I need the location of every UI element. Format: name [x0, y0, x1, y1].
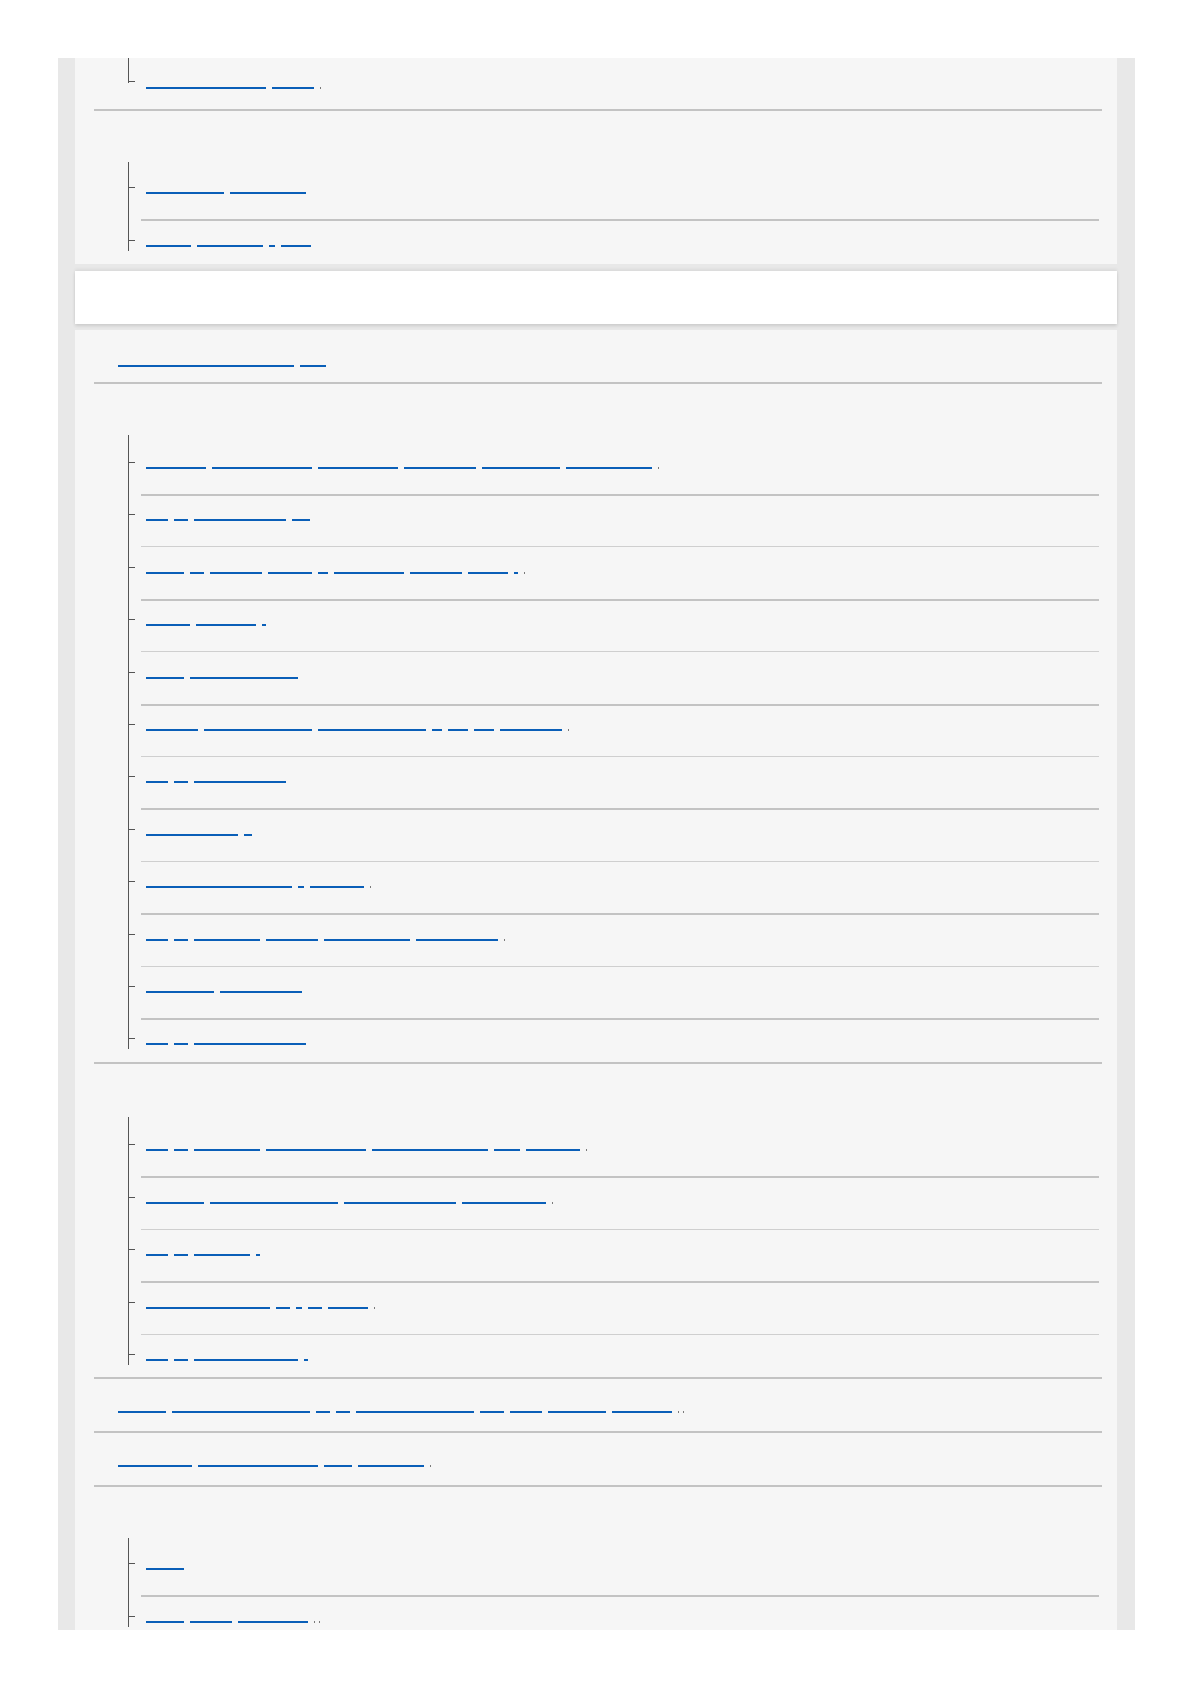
link-text-segment — [296, 1307, 302, 1309]
link-text-segment — [304, 1359, 308, 1361]
group-d-tree-branch — [128, 1144, 135, 1145]
link-trailing-mark — [524, 572, 525, 574]
group-c-tree-line — [128, 435, 129, 1049]
link-text-segment — [174, 1359, 188, 1361]
group-c-tree-branch — [128, 986, 135, 987]
link-text-segment — [272, 87, 314, 89]
link-text-segment — [146, 467, 206, 469]
link-text-segment — [197, 245, 263, 247]
group-c-item[interactable] — [146, 1041, 312, 1045]
link-text-segment — [194, 1043, 306, 1045]
link-text-segment — [318, 729, 426, 731]
link-text-segment — [256, 1254, 260, 1256]
group-d-item[interactable] — [146, 1200, 557, 1204]
link-text-segment — [212, 467, 312, 469]
link-text-segment — [358, 1465, 424, 1467]
group-d-separator — [94, 1377, 1102, 1379]
link-text-segment — [174, 1254, 188, 1256]
group-b-item[interactable] — [146, 243, 317, 247]
link-text-segment — [336, 1411, 350, 1413]
link-text-segment — [300, 365, 326, 367]
top-group-separator — [94, 109, 1102, 111]
link-trailing-mark — [370, 886, 371, 888]
group-d-tree-line — [128, 1117, 129, 1365]
group-c-item-separator — [141, 494, 1099, 496]
top-group-tree-branch — [128, 81, 135, 82]
link-text-segment — [344, 1202, 456, 1204]
link-text-segment — [146, 781, 168, 783]
group-b-tree-line — [128, 162, 129, 251]
group-d-item-separator — [141, 1229, 1099, 1230]
toc-panel-main — [75, 330, 1117, 1630]
group-d-item[interactable] — [146, 1252, 266, 1256]
link-text-segment — [210, 1202, 338, 1204]
group-c-item-separator — [141, 966, 1099, 967]
group-c-item-separator — [141, 546, 1099, 547]
link-trailing-mark — [683, 1411, 684, 1413]
link-trailing-mark — [320, 87, 321, 89]
link-text-segment — [210, 572, 262, 574]
group-c-tree-branch — [128, 934, 135, 935]
link-text-segment — [174, 939, 188, 941]
link-text-segment — [416, 939, 498, 941]
group-c-item[interactable] — [146, 675, 304, 679]
link-text-segment — [146, 1359, 168, 1361]
group-c-item-separator — [141, 599, 1099, 601]
link-text-segment — [118, 1465, 192, 1467]
group-c-tree-branch — [128, 567, 135, 568]
group-d-item[interactable] — [146, 1305, 379, 1309]
link-text-segment — [146, 886, 292, 888]
group-c-item[interactable] — [146, 570, 529, 574]
link-text-segment — [480, 1411, 504, 1413]
link-text-segment — [118, 365, 294, 367]
link-text-segment — [174, 1043, 188, 1045]
link-text-segment — [281, 245, 311, 247]
link-text-segment — [174, 781, 188, 783]
link-text-segment — [510, 1411, 542, 1413]
link-text-segment — [566, 467, 652, 469]
link-text-segment — [238, 1621, 308, 1623]
link-text-segment — [146, 1568, 184, 1570]
link-text-segment — [146, 1202, 204, 1204]
group-g-tree-line — [128, 1538, 129, 1627]
group-c-tree-branch — [128, 881, 135, 882]
link-text-segment — [146, 1254, 168, 1256]
group-c-item[interactable] — [146, 937, 509, 941]
group-c-item-separator — [141, 651, 1099, 652]
group-d-item[interactable] — [146, 1357, 314, 1361]
group-c-tree-branch — [128, 1038, 135, 1039]
group-c-item[interactable] — [146, 622, 272, 626]
group-c-tree-branch — [128, 462, 135, 463]
group-d-item-separator — [141, 1281, 1099, 1283]
link-text-segment — [269, 245, 275, 247]
link-text-segment — [146, 1149, 168, 1151]
link-text-segment — [316, 1411, 330, 1413]
group-d-tree-branch — [128, 1249, 135, 1250]
link-trailing-mark — [319, 1621, 320, 1623]
group-d-item-separator — [141, 1334, 1099, 1335]
section-heading-separator — [94, 382, 1102, 384]
link-text-segment — [318, 467, 398, 469]
link-text-segment — [276, 1307, 290, 1309]
group-c-item-separator — [141, 861, 1099, 862]
link-text-segment — [146, 1621, 184, 1623]
link-text-segment — [548, 1411, 606, 1413]
link-text-segment — [244, 834, 252, 836]
section-f-link[interactable] — [118, 1463, 435, 1467]
link-text-segment — [372, 1149, 488, 1151]
section-heading-link[interactable] — [118, 363, 332, 367]
group-g-tree-branch — [128, 1616, 135, 1617]
link-text-segment — [118, 1411, 166, 1413]
link-text-segment — [220, 991, 302, 993]
link-trailing-mark — [430, 1465, 431, 1467]
link-text-segment — [190, 677, 298, 679]
group-c-item-separator — [141, 704, 1099, 706]
link-text-segment — [146, 939, 168, 941]
link-text-segment — [190, 572, 204, 574]
section-f-separator — [94, 1485, 1102, 1487]
group-c-tree-branch — [128, 672, 135, 673]
link-text-segment — [146, 729, 198, 731]
link-trailing-mark — [504, 939, 505, 941]
link-trailing-mark — [552, 1202, 553, 1204]
link-text-segment — [174, 519, 188, 521]
group-d-item[interactable] — [146, 1147, 591, 1151]
link-text-segment — [146, 624, 190, 626]
group-g-item[interactable] — [146, 1566, 190, 1570]
link-text-segment — [196, 624, 256, 626]
link-text-segment — [266, 1149, 366, 1151]
group-c-item[interactable] — [146, 727, 573, 731]
group-c-item[interactable] — [146, 832, 258, 836]
group-c-item[interactable] — [146, 517, 316, 521]
group-b-item[interactable] — [146, 190, 312, 194]
link-text-segment — [194, 781, 286, 783]
link-text-segment — [146, 245, 191, 247]
link-text-segment — [494, 1149, 520, 1151]
group-c-item-separator — [141, 808, 1099, 810]
group-c-item[interactable] — [146, 989, 308, 993]
top-group-tree-line — [128, 58, 129, 83]
link-text-segment — [146, 677, 184, 679]
link-trailing-mark — [658, 467, 659, 469]
link-trailing-mark — [374, 1307, 375, 1309]
group-d-tree-branch — [128, 1197, 135, 1198]
group-g-tree-branch — [128, 1563, 135, 1564]
link-text-segment — [318, 572, 328, 574]
link-text-segment — [268, 572, 312, 574]
link-text-segment — [324, 939, 410, 941]
link-text-segment — [448, 729, 468, 731]
link-trailing-mark — [568, 729, 569, 731]
link-trailing-mark — [586, 1149, 587, 1151]
link-text-segment — [432, 729, 442, 731]
link-text-segment — [146, 1043, 168, 1045]
link-trailing-mark — [678, 1411, 679, 1413]
link-text-segment — [146, 192, 224, 194]
group-d-item-separator — [141, 1176, 1099, 1178]
link-text-segment — [334, 572, 404, 574]
group-b-item-separator — [141, 219, 1099, 221]
section-e-link[interactable] — [118, 1409, 688, 1413]
link-text-segment — [146, 834, 238, 836]
link-text-segment — [310, 886, 364, 888]
link-text-segment — [328, 1307, 368, 1309]
link-text-segment — [146, 519, 168, 521]
group-b-tree-branch — [128, 187, 135, 188]
link-text-segment — [410, 572, 462, 574]
link-text-segment — [198, 1465, 318, 1467]
top-group-item[interactable] — [146, 85, 325, 89]
group-c-tree-branch — [128, 829, 135, 830]
link-text-segment — [194, 939, 260, 941]
link-text-segment — [146, 87, 266, 89]
group-c-item-separator — [141, 756, 1099, 757]
section-divider-band — [75, 271, 1117, 324]
link-text-segment — [146, 991, 214, 993]
link-text-segment — [324, 1465, 352, 1467]
link-text-segment — [194, 1254, 250, 1256]
group-c-tree-branch — [128, 776, 135, 777]
group-c-tree-branch — [128, 514, 135, 515]
group-g-item-separator — [141, 1595, 1099, 1597]
link-text-segment — [468, 572, 508, 574]
link-text-segment — [462, 1202, 546, 1204]
link-text-segment — [298, 886, 304, 888]
group-c-tree-branch — [128, 619, 135, 620]
link-text-segment — [308, 1307, 322, 1309]
link-text-segment — [514, 572, 518, 574]
link-text-segment — [194, 1359, 298, 1361]
link-text-segment — [262, 624, 266, 626]
group-b-tree-branch — [128, 240, 135, 241]
group-c-item-separator — [141, 1018, 1099, 1020]
link-text-segment — [194, 1149, 260, 1151]
group-c-item[interactable] — [146, 779, 292, 783]
link-text-segment — [500, 729, 562, 731]
link-text-segment — [612, 1411, 672, 1413]
link-text-segment — [404, 467, 476, 469]
group-c-item[interactable] — [146, 884, 375, 888]
group-d-tree-branch — [128, 1354, 135, 1355]
link-trailing-mark — [314, 1621, 315, 1623]
group-c-separator — [94, 1062, 1102, 1064]
group-d-tree-branch — [128, 1302, 135, 1303]
link-text-segment — [266, 939, 318, 941]
link-text-segment — [482, 467, 560, 469]
link-text-segment — [292, 519, 310, 521]
group-g-item[interactable] — [146, 1619, 324, 1623]
link-text-segment — [204, 729, 312, 731]
link-text-segment — [146, 572, 184, 574]
group-c-tree-branch — [128, 724, 135, 725]
link-text-segment — [230, 192, 306, 194]
link-text-segment — [174, 1149, 188, 1151]
link-text-segment — [190, 1621, 232, 1623]
link-text-segment — [474, 729, 494, 731]
link-text-segment — [146, 1307, 270, 1309]
group-c-item[interactable] — [146, 465, 663, 469]
link-text-segment — [356, 1411, 474, 1413]
link-text-segment — [526, 1149, 580, 1151]
link-text-segment — [172, 1411, 310, 1413]
section-e-separator — [94, 1431, 1102, 1433]
group-c-item-separator — [141, 913, 1099, 915]
link-text-segment — [194, 519, 286, 521]
